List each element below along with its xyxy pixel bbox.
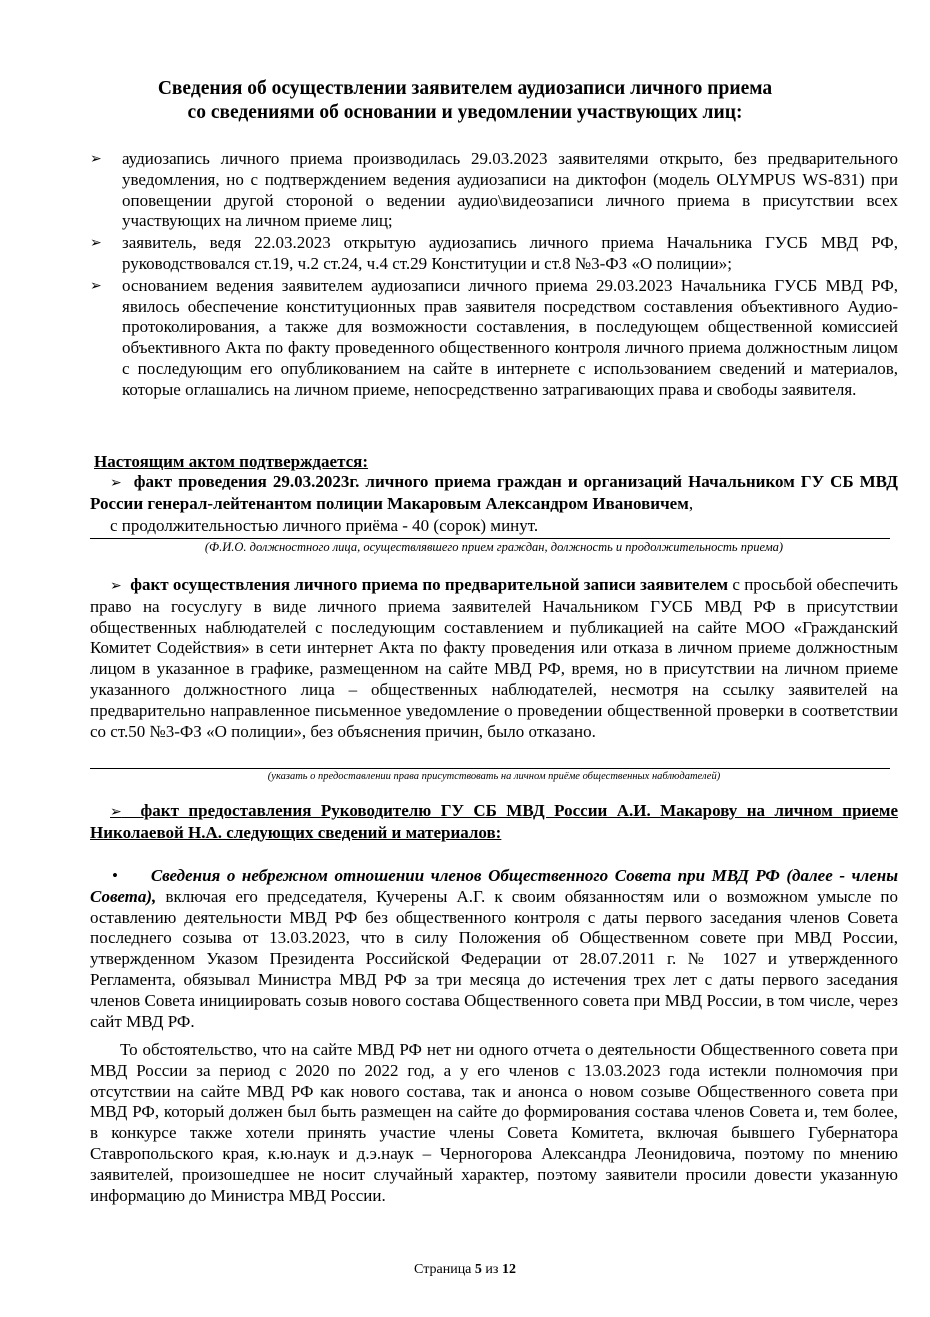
- list-item: ➢ заявитель, ведя 22.03.2023 открытую аудиозапись личного приема Начальника ГУСБ МВД РФ, руководствовался ст.19, ч.2 ст.24, ч.4 ст.29 Конституции и ст.8 №3-ФЗ «О полиции»;: [90, 233, 898, 273]
- list-item: ➢ основанием ведения заявителем аудиозаписи личного приема 29.03.2023 Начальника ГУСБ МВД РФ, явилось обеспечение конституционных прав заявителя посредством составления объективного Аудио-протоколирования, а также для возможности составления, в последующем общественной комиссией объективного Акта по факту проведенного общественного контроля личного приема должностным лицом с последующим его опубликованием на сайте в интернете с использованием сведений и материалов, которые оглашались на личном приеме, непосредственно затрагивающих права и свободы заявителя.: [90, 275, 898, 399]
- arrow-bullet-icon: ➢: [110, 804, 122, 820]
- page-total: 12: [501, 1262, 516, 1277]
- page-title: [0, 77, 930, 125]
- page-number: 5: [474, 1262, 482, 1277]
- list-item: ➢ аудиозапись личного приема производилась 29.03.2023 заявителями открыто, без предварительного уведомления, но с подтверждением ведения аудиозаписи на диктофон (модель OLYMPUS WS-831) при оповещении другой стороной о ведении аудио\видеозаписи личного приема в присутствии всех участвующих на личном приеме лиц;: [90, 149, 898, 231]
- arrow-bullet-icon: ➢: [90, 235, 102, 252]
- dot-bullet-icon: •: [112, 866, 118, 885]
- title-line-2: со сведениями об основании и уведомлении участвующих лиц:: [187, 102, 743, 123]
- fact-1-note: (Ф.И.О. должностного лица, осуществлявшего прием граждан, должность и продолжительность приема): [204, 540, 784, 554]
- fact-1: ➢ факт проведения 29.03.2023г. личного приема граждан и организаций Начальником ГУ СБ МВД России генерал-лейтенантом полиции Макаровым Александром Ивановичем,: [90, 472, 899, 513]
- fact-2: ➢ факт осуществления личного приема по предварительной записи заявителем с просьбой обеспечить право на госуслугу в виде личного приема заявителей Начальником ГУСБ МВД РФ в присутствии общественных наблюдателей с последующим составлением и публикацией на сайте МОО «Гражданский Комитет Содействия» в сети интернет Акта по факту проведения или отказа в личном приеме должностным лицом в указанное в графике, размещенном на сайте МВД РФ, время, но в присутствии на личном приеме указанного должностного лица – общественных наблюдателей, несмотря на ссылку заявителей на предварительно направленное письменное уведомление о проведении общественной проверки в соответствии со ст.50 №3-ФЗ «О полиции», без объяснения причин, было отказано.: [90, 575, 898, 741]
- arrow-bullet-icon: ➢: [90, 277, 102, 294]
- info-item: • Сведения о небрежном отношении членов Общественного Совета при МВД РФ (далее - члены Совета), включая его председателя, Кучерены А.Г. к своим обязанностям или о возможном умысле по оставлению деятельности МВД РФ без общественного контроля с даты первого заседания членов Совета последнего созыва от 13.03.2023, что в силу Положения об Общественном совете при МВД России, утвержденном Указом Президента Российской Федерации от 28.07.2011 г. № 1027 и утвержденного Регламента, обязывал Министра МВД РФ за три месяца до истечения трех лет с даты первого заседания членов Совета инициировать созыв нового состава Общественного совета при МВД России, в том числе, через сайт МВД РФ.: [90, 866, 898, 1031]
- fact-2-note: (указать о предоставлении права присутствовать на личном приёме общественных наблюдателей): [267, 771, 721, 782]
- info-paragraph: То обстоятельство, что на сайте МВД РФ нет ни одного отчета о деятельности Общественного совета при МВД России за период с 2020 по 2022 год, а у его членов с 13.03.2023 года истекли полномочия при отсутствии на сайте МВД РФ как нового состава, так и анонса о новом созыве Общественного совета при МВД РФ, который должен был быть размещен на сайте до формирования состава членов Совета и, тем более, в конкурсе также хотели принять участие члены Совета Комитета, включая бывшего Губернатора Ставропольского края, к.ю.наук и д.э.наук – Черногорова Александра Леонидовича, поэтому по мнению заявителей, произошедшее не носит случайный характер, поэтому заявители просили довести указанную информацию до Министра МВД России.: [90, 1040, 898, 1205]
- title-line-1: Сведения об осуществлении заявителем аудиозаписи личного приема: [157, 78, 773, 99]
- fact-1-duration: с продолжительностью личного приёма - 40 (сорок) минут.: [110, 516, 539, 535]
- bullet-list: [90, 149, 898, 402]
- arrow-bullet-icon: ➢: [110, 475, 122, 491]
- arrow-bullet-icon: ➢: [110, 578, 122, 594]
- page-footer: Страница 5 из 12: [414, 1262, 516, 1277]
- arrow-bullet-icon: ➢: [90, 151, 102, 167]
- confirm-heading: Настоящим актом подтверждается:: [94, 452, 369, 471]
- divider: [90, 768, 890, 769]
- fact-3-heading: ➢ факт предоставления Руководителю ГУ СБ МВД России А.И. Макарову на личном приеме Николаевой Н.А. следующих сведений и материалов:: [90, 801, 898, 842]
- divider: [90, 538, 890, 539]
